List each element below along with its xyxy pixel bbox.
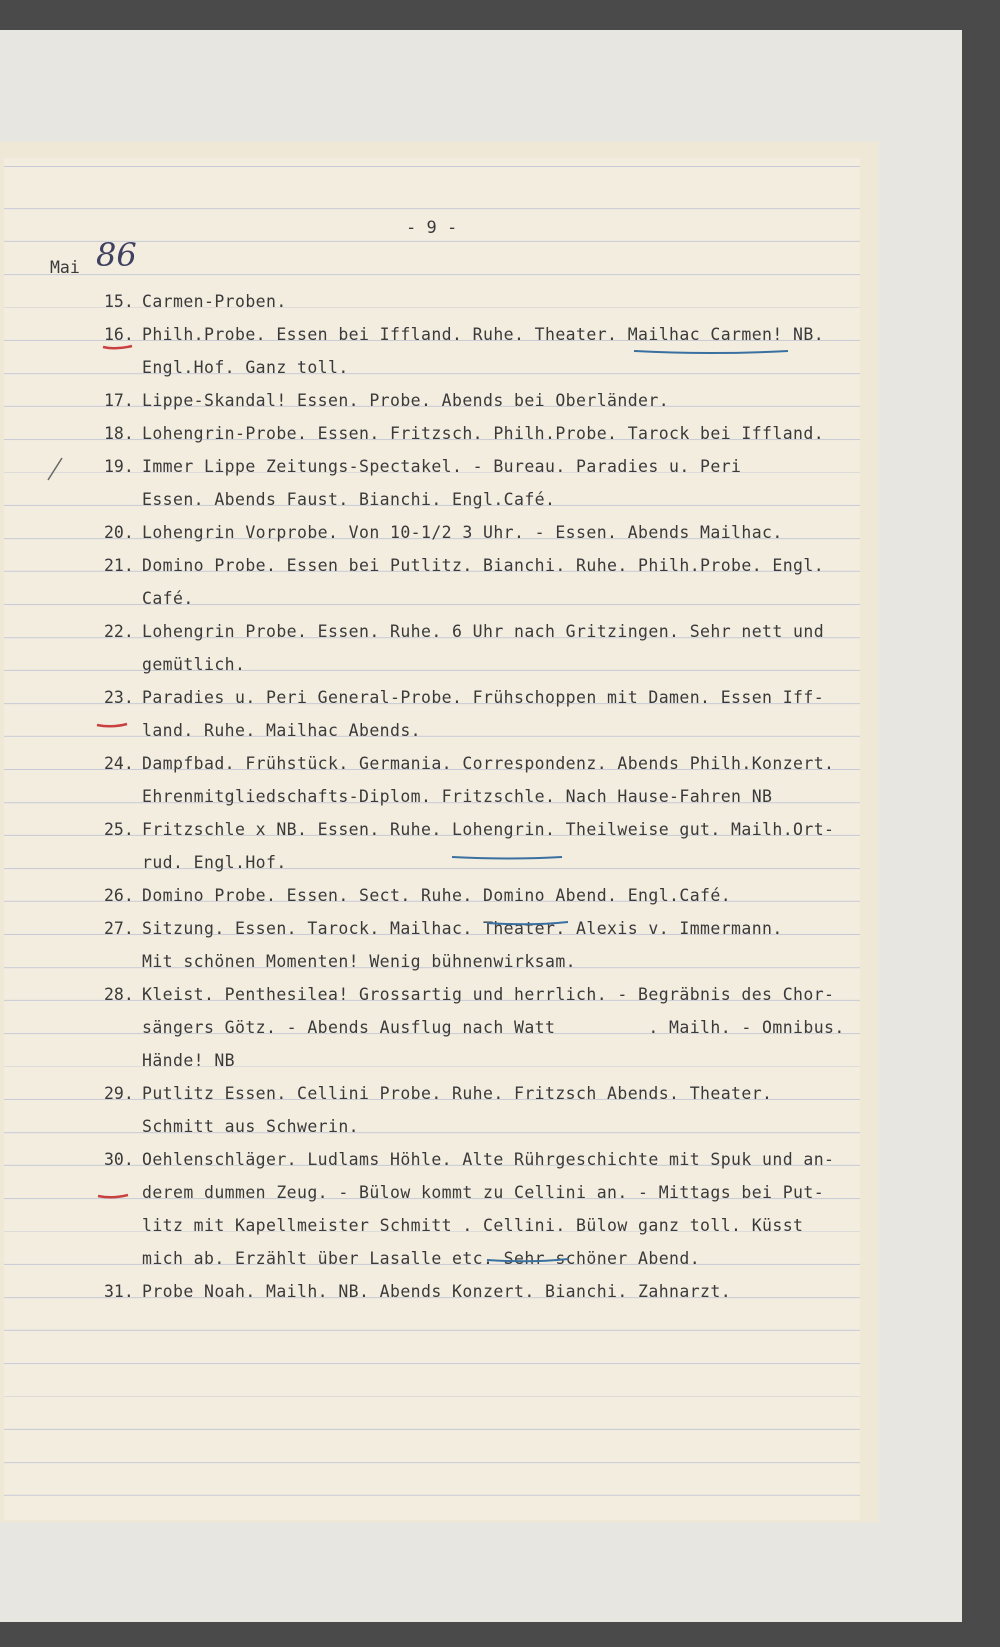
entry-day-number: 31. <box>104 1282 134 1301</box>
entry-day-number: 23. <box>104 688 134 707</box>
entry-day-number: 26. <box>104 886 134 905</box>
entry-day-number: 30. <box>104 1150 134 1169</box>
entry-day-number: 19. <box>104 457 134 476</box>
entry-text-line: Hände! NB <box>142 1051 236 1070</box>
entry-text-line: Immer Lippe Zeitungs-Spectakel. - Bureau. Paradies u. Peri <box>142 457 742 476</box>
handwritten-year: 86 <box>96 236 137 274</box>
entry-text-line: Lohengrin-Probe. Essen. Fritzsch. Philh.Probe. Tarock bei Iffland. <box>142 424 825 443</box>
entry-day-number: 16. <box>104 325 134 344</box>
entry-text-line: Putlitz Essen. Cellini Probe. Ruhe. Fritzsch Abends. Theater. <box>142 1084 773 1103</box>
entry-text-line: Fritzschle x NB. Essen. Ruhe. Lohengrin. Theilweise gut. Mailh.Ort- <box>142 820 835 839</box>
entry-text-line: derem dummen Zeug. - Bülow kommt zu Cellini an. - Mittags bei Put- <box>142 1183 825 1202</box>
entry-text-line: Schmitt aus Schwerin. <box>142 1117 360 1136</box>
margin-pencil-mark <box>48 458 62 480</box>
entry-text-line: Probe Noah. Mailh. NB. Abends Konzert. Bianchi. Zahnarzt. <box>142 1282 732 1301</box>
red-underline-16 <box>103 346 132 348</box>
entry-day-number: 22. <box>104 622 134 641</box>
entry-text-line: sängers Götz. - Abends Ausflug nach Watt . Mailh. - Omnibus. <box>142 1018 845 1037</box>
red-underline-23 <box>97 724 127 726</box>
entry-text-line: Café. <box>142 589 194 608</box>
page-number: - 9 - <box>406 218 458 238</box>
entry-day-number: 29. <box>104 1084 134 1103</box>
entry-day-number: 28. <box>104 985 134 1004</box>
entry-day-number: 27. <box>104 919 134 938</box>
entry-text-line: Paradies u. Peri General-Probe. Frühschoppen mit Damen. Essen Iff- <box>142 688 825 707</box>
entry-text-line: Dampfbad. Frühstück. Germania. Correspondenz. Abends Philh.Konzert. <box>142 754 835 773</box>
entry-text-line: Kleist. Penthesilea! Grossartig und herrlich. - Begräbnis des Chor- <box>142 985 835 1004</box>
entry-text-line: Sitzung. Essen. Tarock. Mailhac. Theater. Alexis v. Immermann. <box>142 919 783 938</box>
entry-text-line: rud. Engl.Hof. <box>142 853 287 872</box>
entry-day-number: 18. <box>104 424 134 443</box>
blue-underline-cellini <box>487 1259 568 1261</box>
entry-text-line: Domino Probe. Essen. Sect. Ruhe. Domino Abend. Engl.Café. <box>142 886 732 905</box>
entry-text-line: Lohengrin Probe. Essen. Ruhe. 6 Uhr nach Gritzingen. Sehr nett und <box>142 622 825 641</box>
red-underline-30 <box>98 1195 128 1197</box>
entry-text-line: Ehrenmitgliedschafts-Diplom. Fritzschle. Nach Hause-Fahren NB <box>142 787 773 806</box>
entry-text-line: Engl.Hof. Ganz toll. <box>142 358 349 377</box>
month-label: Mai <box>50 258 80 277</box>
entry-text-line: Essen. Abends Faust. Bianchi. Engl.Café. <box>142 490 556 509</box>
blue-underline-domino <box>487 922 568 924</box>
entry-day-number: 17. <box>104 391 134 410</box>
entry-text-line: Carmen-Proben. <box>142 292 287 311</box>
entry-text-line: land. Ruhe. Mailhac Abends. <box>142 721 422 740</box>
blue-underline-lohengrin <box>452 857 562 859</box>
entry-day-number: 20. <box>104 523 134 542</box>
entry-text-line: litz mit Kapellmeister Schmitt . Cellini. Bülow ganz toll. Küsst <box>142 1216 804 1235</box>
entry-text-line: Lohengrin Vorprobe. Von 10-1/2 3 Uhr. - Essen. Abends Mailhac. <box>142 523 783 542</box>
entry-text-line: Lippe-Skandal! Essen. Probe. Abends bei Oberländer. <box>142 391 670 410</box>
entry-text-line: Mit schönen Momenten! Wenig bühnenwirksam. <box>142 952 577 971</box>
entry-text-line: Oehlenschläger. Ludlams Höhle. Alte Rührgeschichte mit Spuk und an- <box>142 1150 835 1169</box>
entry-day-number: 21. <box>104 556 134 575</box>
entry-day-number: 15. <box>104 292 134 311</box>
entry-text-line: mich ab. Erzählt über Lasalle etc. Sehr schöner Abend. <box>142 1249 701 1268</box>
entry-text-line: gemütlich. <box>142 655 246 674</box>
entry-text-line: Domino Probe. Essen bei Putlitz. Bianchi. Ruhe. Philh.Probe. Engl. <box>142 556 825 575</box>
entry-text-line: Philh.Probe. Essen bei Iffland. Ruhe. Theater. Mailhac Carmen! NB. <box>142 325 825 344</box>
blue-underline-mailhac-carmen <box>634 351 788 353</box>
entry-day-number: 24. <box>104 754 134 773</box>
entry-day-number: 25. <box>104 820 134 839</box>
